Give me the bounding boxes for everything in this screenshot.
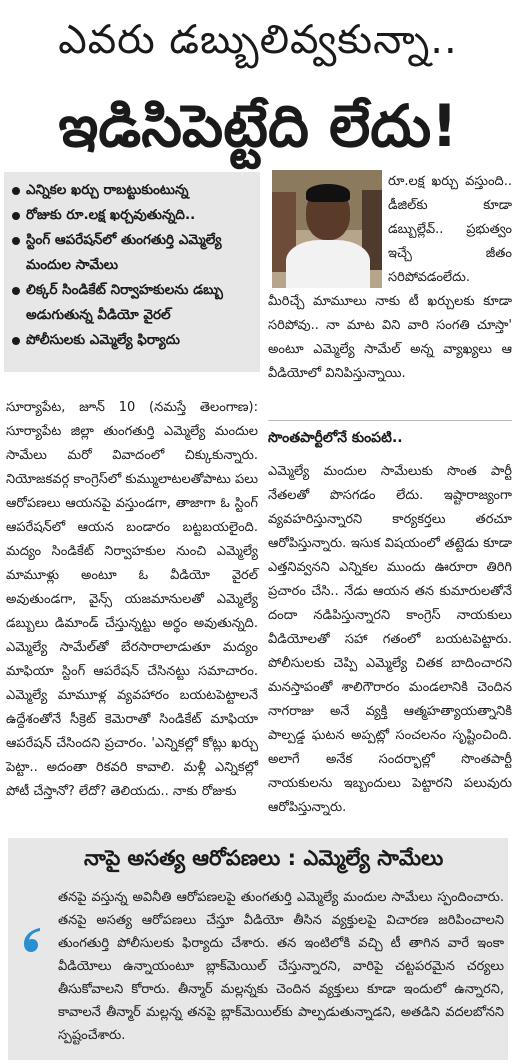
highlights-box (4, 172, 260, 372)
headline-line-2: ఇడిసిపెట్టేది లేదు! (58, 92, 458, 160)
highlight-item: రోజుకు రూ.లక్ష ఖర్చవుతున్నది.. (10, 203, 254, 228)
mla-photo (272, 170, 382, 288)
right-column-bottom-text: ఎమ్మెల్యే మందుల సామేలుకు సొంత పార్టీ నేతలతో పొసగడం లేదు. ఇష్టారాజ్యంగా వ్యవహరిస్తున్నారని కార్యకర్తలు తరచూ ఆరోపిస్తున్నారు. ఇసుక విషయంలో తట్టెడు కూడా ఎత్తనివ్వనని ఎన్నికల ముందు ఊరూరా తిరిగి ప్రచారం చేసి.. నేడు ఆయన తన కుమారులతోనే దందా నడిపిస్తున్నారని కాంగ్రెస్ నాయకులు వీడియోలతో సహా గతంలో బయటపెట్టారు. పోలీసులకు చెప్పి ఎమ్మెల్యే చితక బాదించారని మనస్తాపంతో శాలిగౌరారం మండలానికి చెందిన నాగరాజు అనే వ్యక్తి ఆత్మహత్యాయత్నానికి పాల్పడ్డ ఘటన అప్పట్లో సంచలనం సృష్టించింది. అలాగే అనేక సందర్భాల్లో సొంతపార్టీ నాయకులను ఇబ్బందులు పెట్టారని పలువురు ఆరోపిస్తున్నారు. (268, 464, 512, 815)
highlight-item: లిక్కర్ సిండికేట్ నిర్వాహకులను డబ్బు అడుగుతున్న వీడియో వైరల్ (10, 278, 254, 328)
statement-box-title: నాపై అసత్య ఆరోపణలు : ఎమ్మెల్యే సామేలు (84, 846, 444, 870)
right-column-middle-text: మీరిచ్చే మామూలు నాకు టీ ఖర్చులకు కూడా సరిపోవు.. నా మాట విని వారి సంగతి చూస్తా' అంటూ ఎమ్మెల్యే సామేల్ అన్న వ్యాఖ్యలు ఆ వీడియోలో వినిపిస్తున్నాయి. (268, 294, 512, 381)
highlight-item: స్టింగ్ ఆపరేషన్‌లో తుంగతుర్తి ఎమ్మెల్యే మందుల సామేలు (10, 228, 254, 278)
divider (268, 420, 512, 421)
highlight-item: ఎన్నికల ఖర్చు రాబట్టుకుంటున్న (10, 178, 254, 203)
right-column-top-text: రూ.లక్ష ఖర్చు వస్తుంది.. డీజిల్‌కు కూడా డబ్బుల్లేవ్.. ప్రభుత్వం ఇచ్చే జీతం సరిపోవడంలేదు. (388, 174, 512, 285)
statement-box-text: తనపై వస్తున్న అవినీతి ఆరోపణలపై తుంగతుర్తి ఎమ్మెల్యే మందుల సామేలు స్పందించారు. తనపై అసత్య ఆరోపణలు చేస్తూ వీడియో తీసిన వ్యక్తులపై విచారణ జరిపించాలని తుంగతుర్తి పోలీసులకు ఫిర్యాదు చేశారు. తన ఇంటిలోకి వచ్చి టీ తాగిన వారే ఇంకా వీడియోలు ఉన్నాయంటూ బ్లాక్‌మెయిల్ చేస్తున్నారని, వారిపై చట్టపరమైన చర్యలు తీసుకోవాలని కోరారు. తీన్మార్ మల్లన్నకు చెందిన వ్యక్తులు కూడా ఇందులో ఉన్నారని, కావాలనే తీన్మార్ మల్లన్న తనపై బ్లాక్‌మెయిల్‌కు పాల్పడుతున్నాడని, అతడిని వదలబోనని స్పష్టంచేశారు. (58, 890, 504, 1043)
headline-line-1: ఎవరు డబ్బులివ్వకున్నా.. (58, 17, 458, 63)
subheading: సొంతపార్టీలోనే కుంపటి.. (268, 430, 403, 446)
quote-icon (16, 924, 46, 954)
left-column-text: సూర్యాపేట, జూన్ 10 (నమస్తే తెలంగాణ): సూర్యాపేట జిల్లా తుంగతుర్తి ఎమ్మెల్యే మందుల సామేలు మరో వివాదంలో చిక్కుకున్నారు. నియోజకవర్గ కాంగ్రెస్‌లో కుమ్ములాటలతోపాటు పలు ఆరోపణలు ఆయనపై వస్తుండగా, తాజాగా ఓ స్టింగ్ ఆపరేషన్‌లో ఆయన బండారం బట్టబయలైంది. మద్యం సిండికేట్ నిర్వాహకుల నుంచి ఎమ్మెల్యే మామూళ్లు అంటూ ఓ వీడియో వైరల్ అవుతుండగా, వైన్స్ యజమానులతో ఎమ్మెల్యే డబ్బులు డిమాండ్ చేస్తున్నట్టు అర్థం అవుతున్నది. ఎమ్మెల్యే సామేల్‌తో బేరసారాలాడుతూ మద్యం మాఫియా స్టింగ్ ఆపరేషన్ చేసినట్టు సమాచారం. ఎమ్మెల్యే మామూళ్ల వ్యవహారం బయటపెట్టాలనే ఉద్దేశంతోనే సీక్రెట్ కెమెరాతో సిండికేట్ మాఫియా ఆపరేషన్ చేసిందని ప్రచారం. 'ఎన్నికల్లో కోట్లు ఖర్చు పెట్టా.. అదంతా రికవరి కావాలి. మళ్లీ ఎన్నికల్లో పోటీ చేస్తానో? లేదో? తెలియదు.. నాకు రోజుకు (6, 400, 258, 799)
highlight-item: పోలీసులకు ఎమ్మెల్యే ఫిర్యాదు (10, 328, 254, 353)
